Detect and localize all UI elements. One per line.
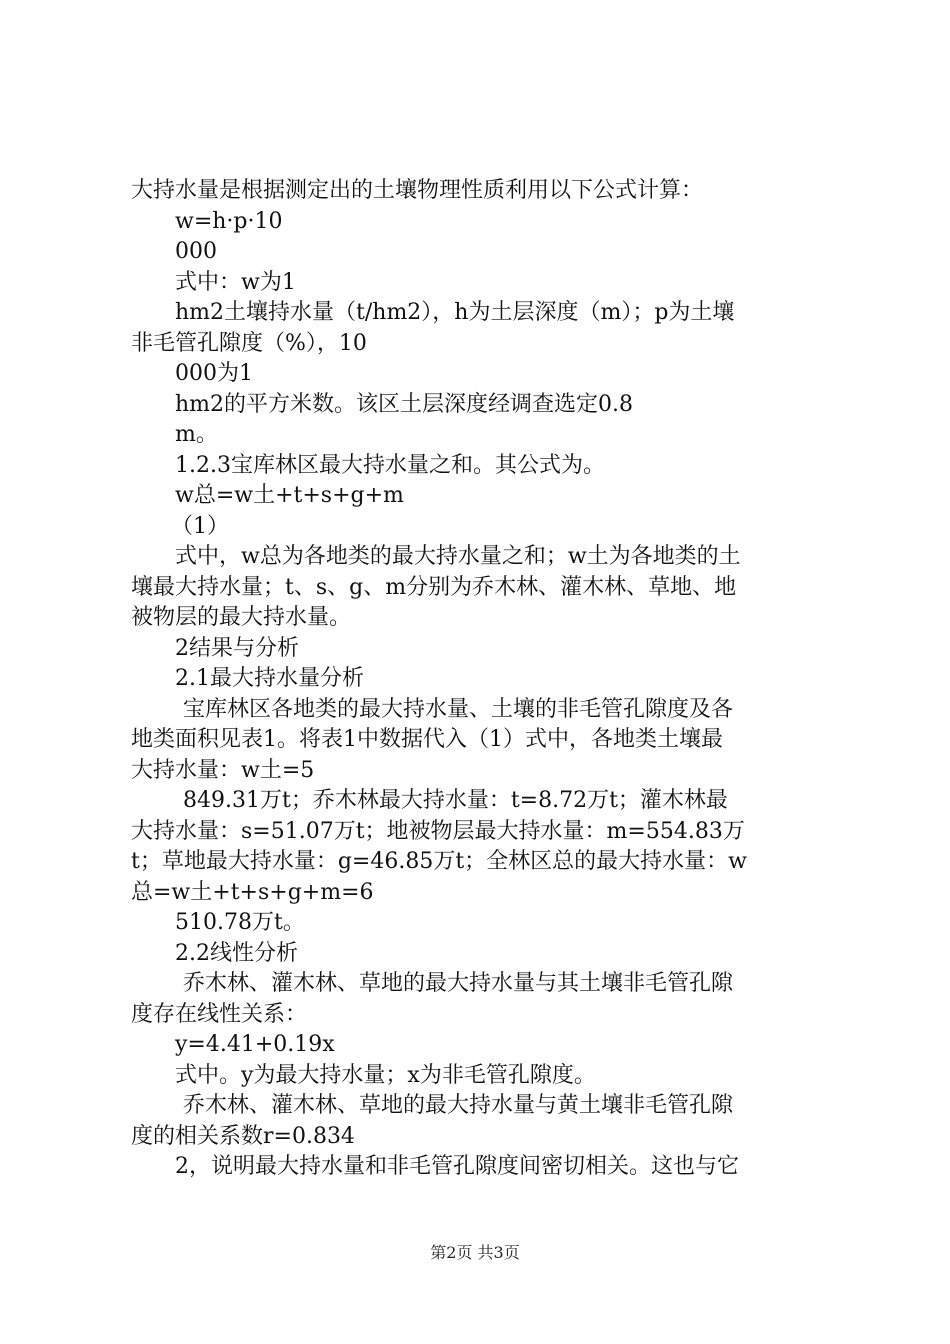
text-line: 大持水量是根据测定出的土壤物理性质利用以下公式计算： — [131, 178, 704, 203]
text-line: 2.1最大持水量分析 — [175, 666, 364, 691]
text-line: hm2的平方米数。该区土层深度经调查选定0.8 — [175, 391, 634, 417]
text-line: 式中，w总为各地类的最大持水量之和；w土为各地类的土 — [175, 544, 741, 569]
text-line: 地类面积见表1。将表1中数据代入（1）式中，各地类土壤最 — [131, 727, 723, 752]
text-line: 式中：w为1 — [175, 269, 296, 295]
text-line: 非毛管孔隙度（%），10 — [131, 330, 367, 356]
text-line: 度存在线性关系： — [131, 1001, 308, 1027]
text-line: 度的相关系数r=0.834 — [131, 1123, 355, 1149]
page-footer: 第2页 共3页 — [430, 1243, 520, 1262]
text-line: t；草地最大持水量：g=46.85万t；全林区总的最大持水量：w — [131, 849, 748, 874]
text-line: 510.78万t。 — [175, 910, 305, 935]
text-line: 2.2线性分析 — [175, 940, 298, 966]
text-line: 式中。y为最大持水量；x为非毛管孔隙度。 — [175, 1062, 596, 1088]
text-line: 宝库林区各地类的最大持水量、土壤的非毛管孔隙度及各 — [183, 696, 734, 722]
text-line: m。 — [175, 422, 218, 447]
text-line: 2，说明最大持水量和非毛管孔隙度间密切相关。这也与它 — [175, 1154, 739, 1179]
text-line: 000 — [175, 239, 217, 264]
text-line: 大持水量：s=51.07万t；地被物层最大持水量：m=554.83万 — [131, 818, 745, 844]
text-line: w=h·p·10 — [175, 208, 283, 234]
text-line: 被物层的最大持水量。 — [131, 605, 352, 630]
text-line: 000为1 — [175, 361, 253, 386]
document-body — [131, 176, 836, 1183]
text-line: 大持水量：w土=5 — [131, 757, 315, 783]
text-line: 849.31万t；乔木林最大持水量：t=8.72万t；灌木林最 — [183, 788, 728, 813]
text-line: w总=w土+t+s+g+m — [175, 483, 404, 508]
text-line: 2结果与分析 — [175, 635, 299, 661]
text-line: y=4.41+0.19x — [175, 1032, 335, 1057]
text-line: 壤最大持水量；t、s、g、m分别为乔木林、灌木林、草地、地 — [131, 574, 737, 600]
text-line: hm2土壤持水量（t/hm2），h为土层深度（m）；p为土壤 — [175, 300, 735, 325]
text-line: 1.2.3宝库林区最大持水量之和。其公式为。 — [175, 452, 605, 478]
text-line: 乔木林、灌木林、草地的最大持水量与黄土壤非毛管孔隙 — [183, 1093, 734, 1118]
text-line: （1） — [171, 513, 229, 539]
text-line: 乔木林、灌木林、草地的最大持水量与其土壤非毛管孔隙 — [183, 971, 734, 996]
text-line: 总=w土+t+s+g+m=6 — [131, 879, 374, 905]
